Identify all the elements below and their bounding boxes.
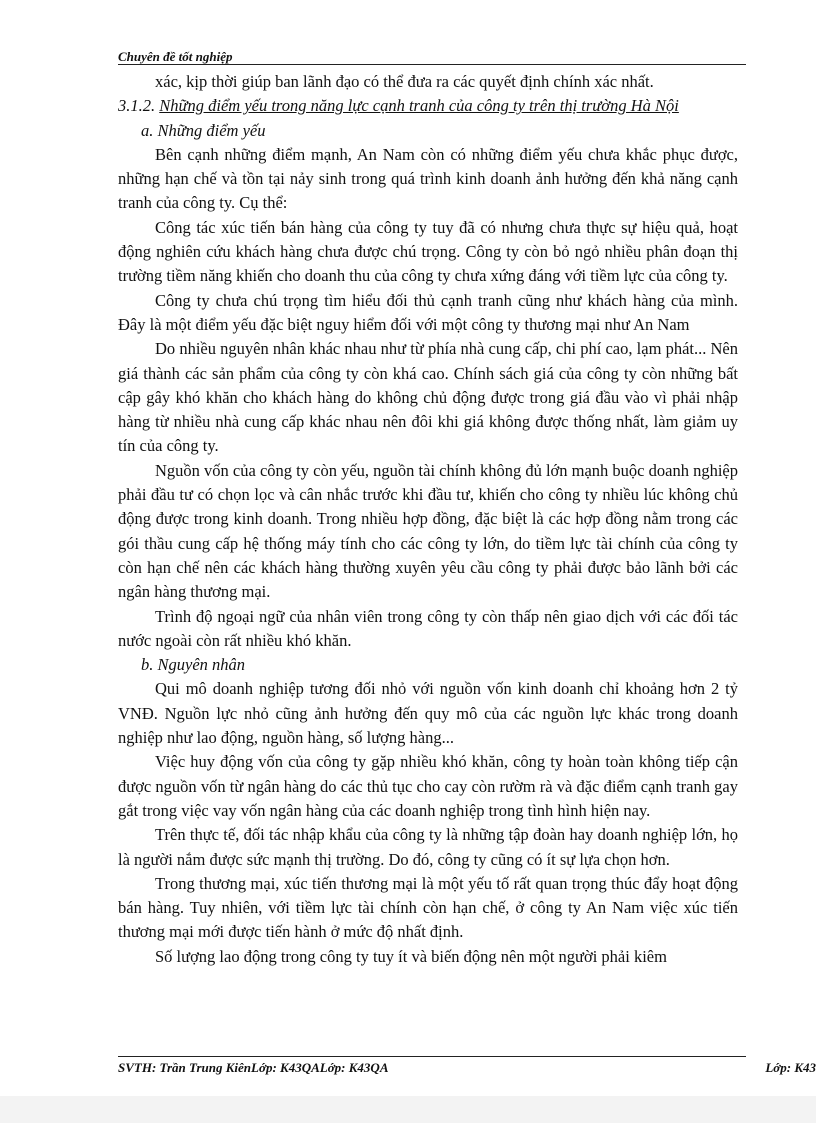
paragraph: Trên thực tế, đối tác nhập khẩu của công ty là những tập đoàn hay doanh nghiệp lớn, họ là người nắm được sức mạnh thị trường. Do đó, công ty cũng có ít sự lựa chọn hơn. bbox=[118, 825, 738, 869]
document-body bbox=[118, 70, 738, 969]
paragraph: Nguồn vốn của công ty còn yếu, nguồn tài chính không đủ lớn mạnh buộc doanh nghiệp phải đầu tư có chọn lọc và cân nhắc trước khi đầu tư, khiến cho công ty nhiều lúc không chủ động được trong kinh doanh. Trong nhiều hợp đồng, đặc biệt là các hợp đồng nằm trong các gói thầu cung cấp hệ thống máy tính cho các công ty lớn, do tiềm lực tài chính của công ty còn hạn chế nên các khách hàng thường xuyên yêu cầu công ty phải được bảo lãnh bởi các ngân hàng thương mại. bbox=[118, 460, 738, 602]
paragraph: Qui mô doanh nghiệp tương đối nhỏ với nguồn vốn kinh doanh chỉ khoảng hơn 2 tỷ VNĐ. Nguồn lực nhỏ cũng ảnh hưởng đến quy mô của các nguồn lực khác trong doanh nghiệp như lao động, nguồn hàng, số lượng hàng... bbox=[118, 679, 738, 748]
subheading-a: a. Những điểm yếu bbox=[141, 120, 266, 140]
paragraph: xác, kịp thời giúp ban lãnh đạo có thể đưa ra các quyết định chính xác nhất. bbox=[155, 72, 654, 91]
paragraph: Trong thương mại, xúc tiến thương mại là một yếu tố rất quan trọng thúc đẩy hoạt động bán hàng. Tuy nhiên, với tiềm lực tài chính còn hạn chế, ở công ty An Nam việc xúc tiến thương mại mới được tiến hành ở mức độ nhất định. bbox=[118, 873, 738, 942]
paragraph: Số lượng lao động trong công ty tuy ít và biến động nên một người phải kiêm bbox=[155, 946, 667, 966]
page-bottom-band bbox=[0, 1096, 816, 1123]
paragraph: Do nhiều nguyên nhân khác nhau như từ phía nhà cung cấp, chi phí cao, lạm phát... Nên giá thành các sản phẩm của công ty còn khá cao. Chính sách giá của công ty còn những bất cập gây khó khăn cho khách hàng do không chủ động được trong giá đầu vào vì phải nhập hàng từ nhiều nhà cung cấp khác nhau nên đôi khi giá không được thống nhất, làm giảm uy tín của công ty. bbox=[118, 339, 738, 456]
footer-rule bbox=[118, 1056, 746, 1057]
paragraph: Việc huy động vốn của công ty gặp nhiều khó khăn, công ty hoàn toàn không tiếp cận được nguồn vốn từ ngân hàng do các thủ tục cho cay còn rườm rà và đặc điểm cạnh tranh gay gắt trong việc vay vốn ngân hàng của các doanh nghiệp trong tình hình hiện nay. bbox=[118, 752, 738, 820]
section-title: Những điểm yếu trong năng lực cạnh tranh của công ty trên thị trường Hà Nội bbox=[159, 96, 679, 116]
header-rule bbox=[118, 64, 746, 65]
paragraph: Công tác xúc tiến bán hàng của công ty tuy đã có nhưng chưa thực sự hiệu quả, hoạt động nghiên cứu khách hàng chưa được chú trọng. Công ty còn bỏ ngỏ nhiều phân đoạn thị trường tiềm năng khiến cho doanh thu của công ty chưa xứng đáng với tiềm lực của công ty. bbox=[118, 217, 738, 286]
footer-author: SVTH: Trần Trung KiênLớp: K43QALớp: K43QA bbox=[118, 1060, 389, 1075]
section-number: 3.1.2. bbox=[118, 96, 160, 116]
header-title: Chuyên đề tốt nghiệp bbox=[118, 49, 233, 64]
paragraph: Bên cạnh những điểm mạnh, An Nam còn có những điểm yếu chưa khắc phục được, những hạn chế và tồn tại nảy sinh trong quá trình kinh doanh ảnh hưởng đến khả năng cạnh tranh của công ty. Cụ thể: bbox=[118, 144, 738, 213]
paragraph: Công ty chưa chú trọng tìm hiểu đối thủ cạnh tranh cũng như khách hàng của mình. Đây là một điểm yếu đặc biệt nguy hiểm đối với một công ty thương mại như An Nam bbox=[118, 290, 738, 334]
paragraph: Trình độ ngoại ngữ của nhân viên trong công ty còn thấp nên giao dịch với các đối tác nước ngoài còn rất nhiều khó khăn. bbox=[118, 606, 738, 650]
section-heading bbox=[118, 94, 738, 118]
footer-class: Lớp: K43 bbox=[765, 1060, 816, 1075]
subheading-b: b. Nguyên nhân bbox=[141, 655, 246, 675]
